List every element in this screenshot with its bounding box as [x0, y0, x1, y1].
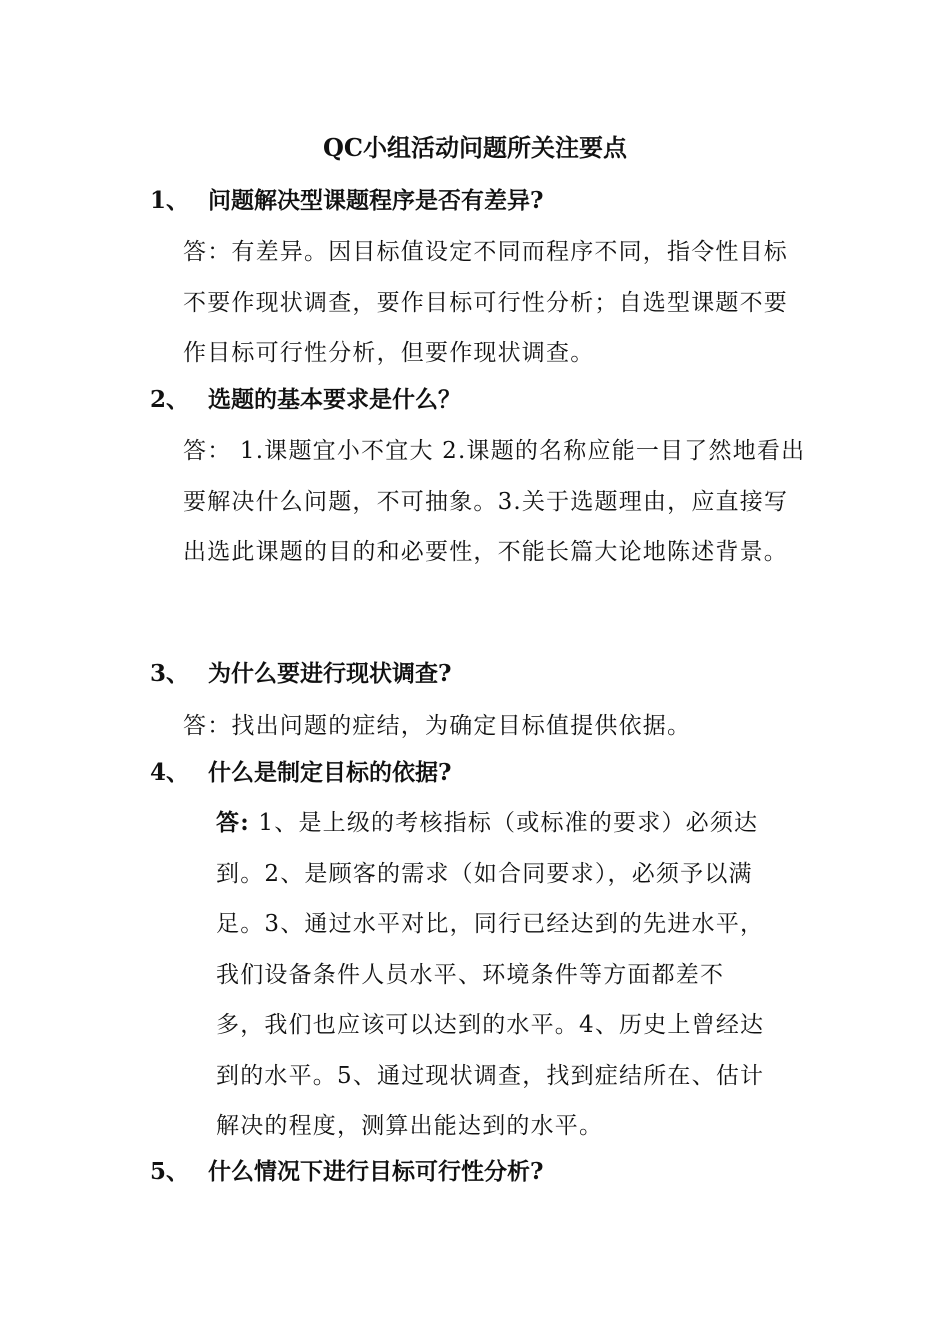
question-5: [150, 1152, 543, 1192]
question-text: 为什么要进行现状调查?: [208, 660, 452, 687]
answer-line: 我们设备条件人员水平、环境条件等方面都差不: [216, 961, 725, 988]
answer-line: 多，我们也应该可以达到的水平。4、历史上曾经达: [216, 1012, 765, 1038]
answer-line: 解决的程度，测算出能达到的水平。: [216, 1113, 604, 1139]
question-text: 什么情况下进行目标可行性分析?: [208, 1158, 544, 1185]
question-text: 什么是制定目标的依据?: [208, 759, 452, 786]
answer-line: 足。3、通过水平对比，同行已经达到的先进水平，: [216, 911, 765, 937]
answer-1: 答：有差异。因目标值设定不同而程序不同，指令性目标不要作现状调查，要作目标可行性分析；自选型课题不要作目标可行性分析，但要作现状调查。: [183, 239, 788, 366]
answer-2: 答： 1.课题宜小不宜大 2.课题的名称应能一目了然地看出要解决什么问题，不可抽象。3.关于选题理由，应直接写出选此课题的目的和必要性，不能长篇大论地陈述背景。: [183, 438, 806, 565]
question-text: 问题解决型课题程序是否有差异?: [208, 187, 544, 214]
answer-line-text: 1、是上级的考核指标（或标准的要求）必须达: [258, 810, 759, 836]
question-2: [150, 380, 461, 420]
question-3: [150, 654, 451, 694]
question-number: 5、: [150, 1158, 190, 1185]
question-number: 4、: [150, 759, 190, 786]
page-title: QC小组活动问题所关注要点: [322, 133, 627, 162]
answer-line: 到。2、是顾客的需求（如合同要求），必须予以满: [216, 860, 753, 887]
question-number: 2、: [150, 386, 190, 413]
question-text: 选题的基本要求是什么？: [208, 386, 461, 413]
question-1: [150, 181, 543, 221]
answer-3: 答：找出问题的症结，为确定目标值提供依据。: [183, 713, 692, 739]
answer-line: [216, 798, 804, 849]
question-number: 1、: [150, 187, 190, 214]
question-4: [150, 753, 451, 793]
answer-4: [216, 798, 804, 1152]
answer-label: 答:: [216, 809, 250, 836]
question-number: 3、: [150, 660, 190, 687]
answer-line: 到的水平。5、通过现状调查，找到症结所在、估计: [216, 1062, 765, 1089]
